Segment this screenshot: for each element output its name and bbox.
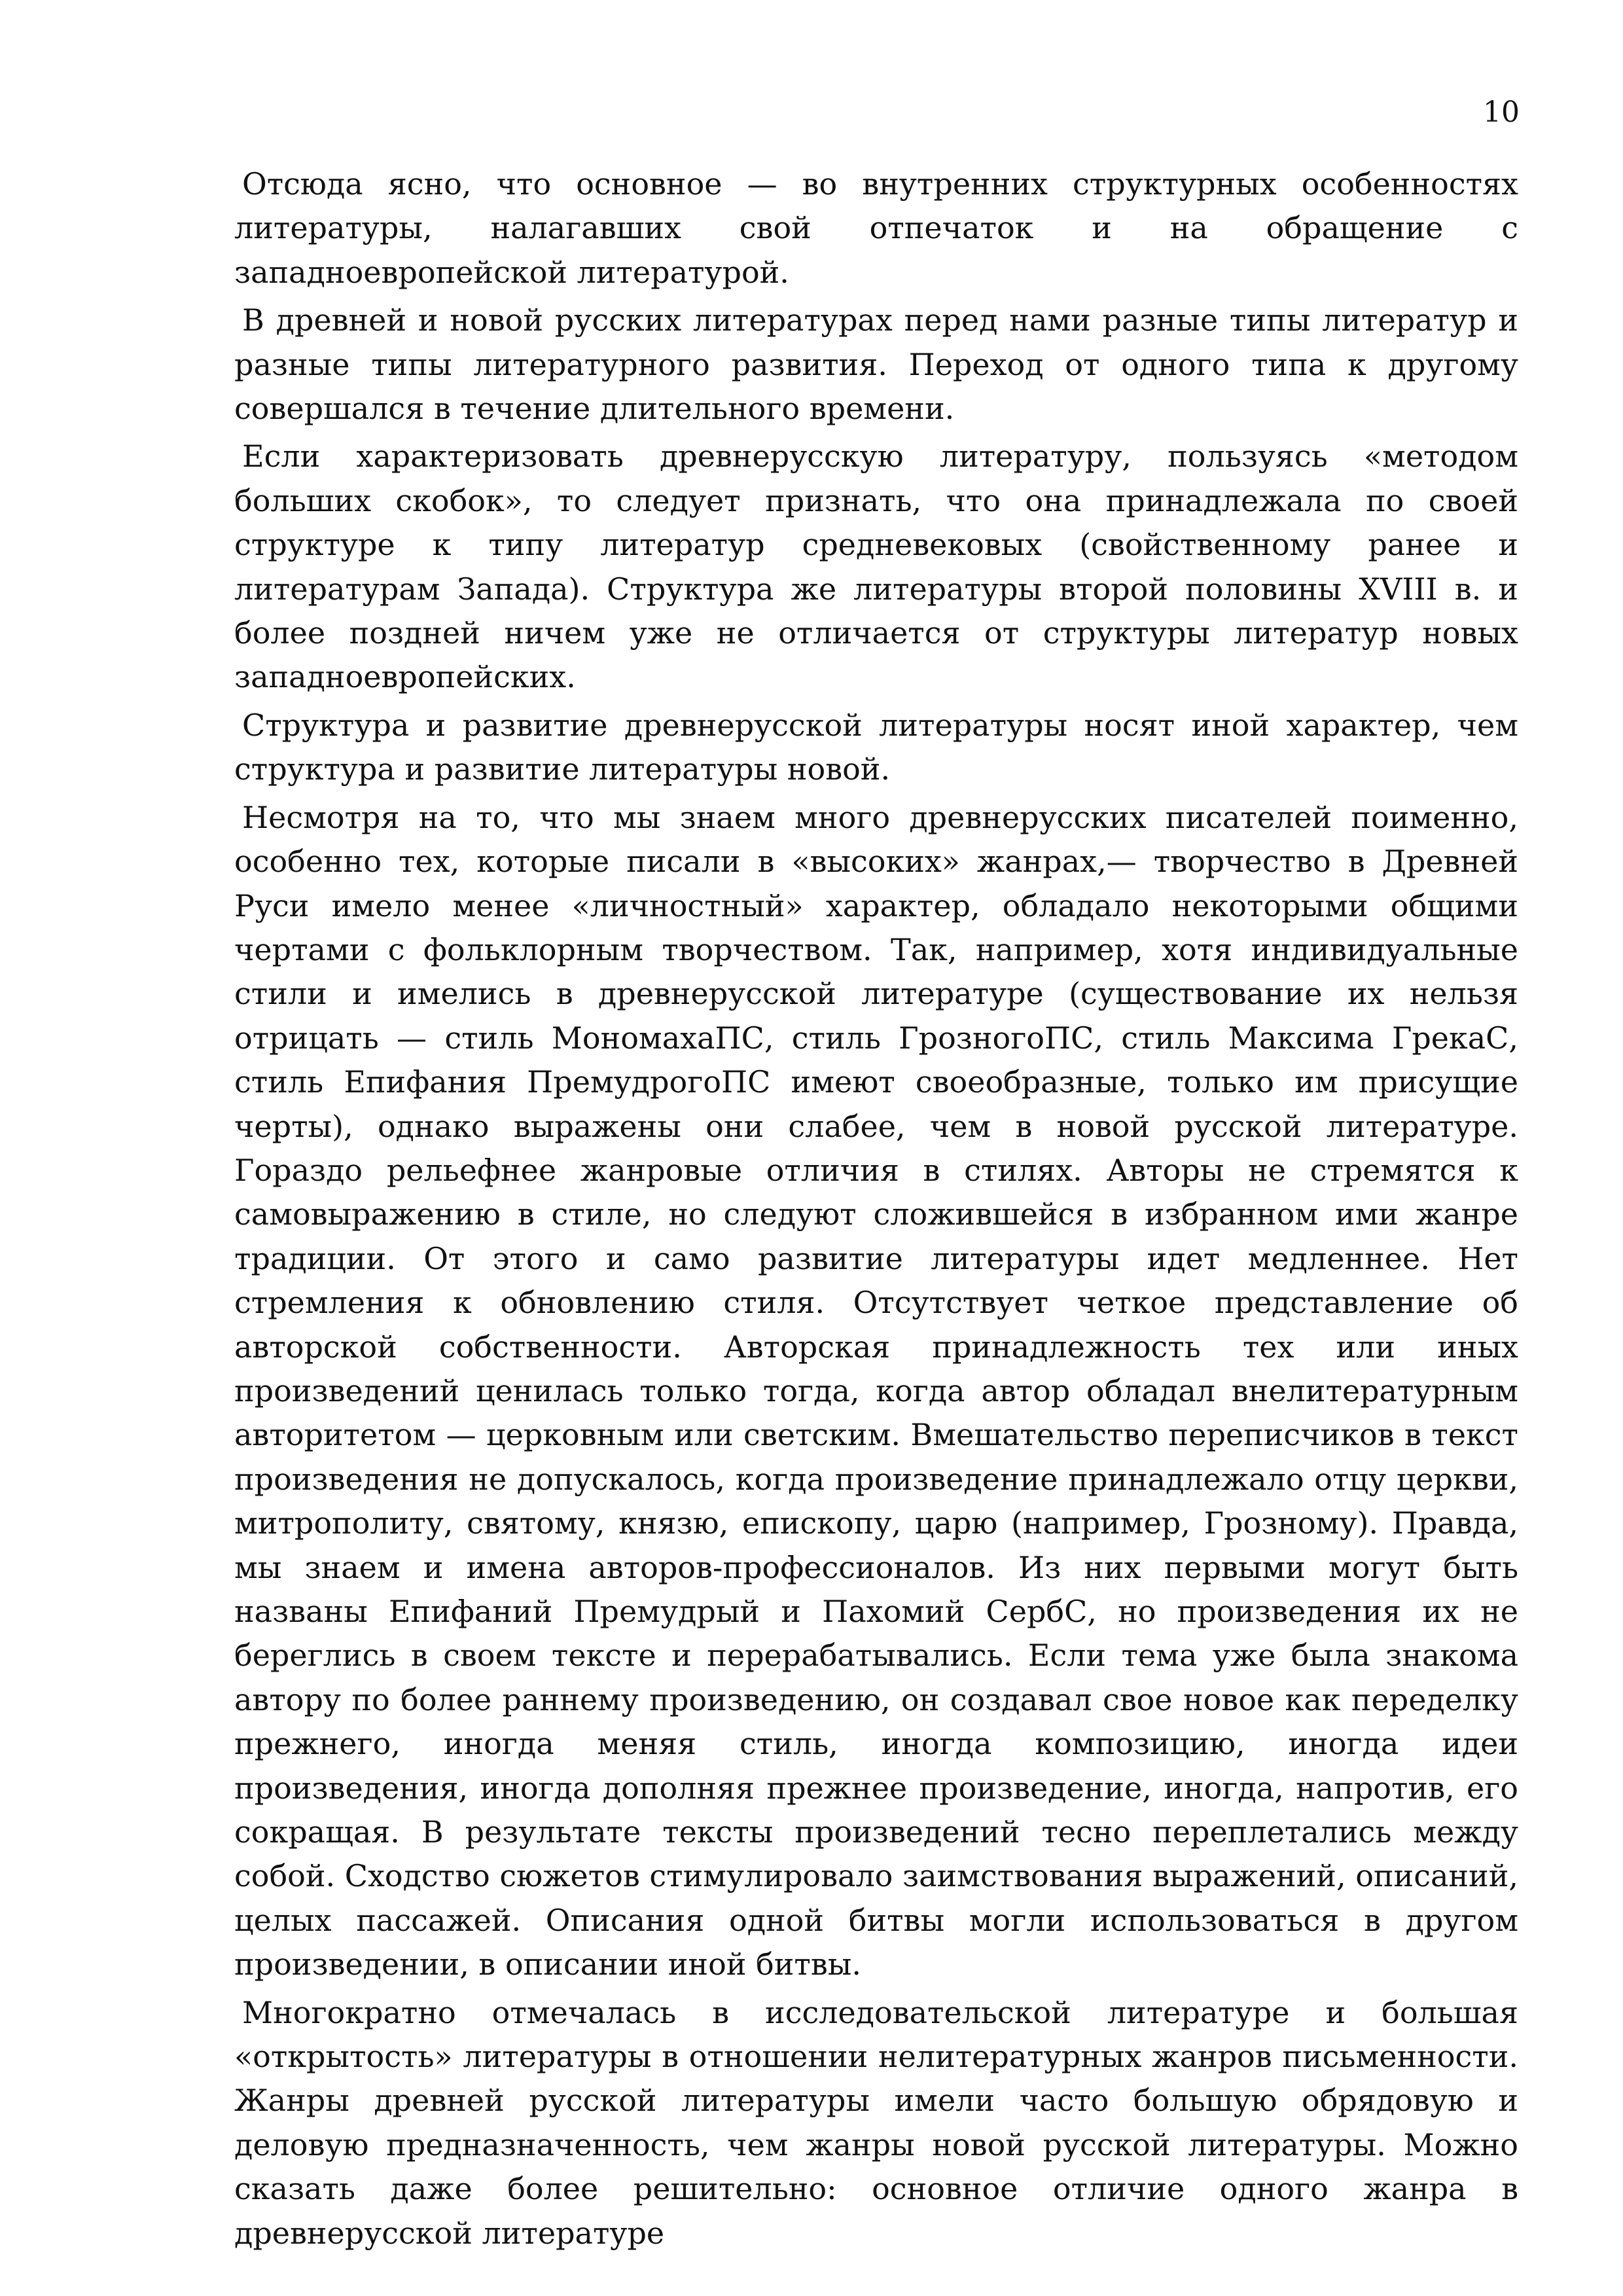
paragraph: Несмотря на то, что мы знаем много древнерусских писателей поименно, особенно тех, которые писали в «высоких» жанрах,— творчество в Древней Руси имело менее «личностный» характер, обладало некоторыми общими чертами с фольклорным творчеством. Так, например, хотя индивидуальные стили и имелись в древнерусской литературе (существование их нельзя отрицать — стиль МономахаПС, стиль ГрозногоПС, стиль Максима ГрекаС, стиль Епифания ПремудрогоПС имеют своеобразные, только им присущие черты), однако выражены они слабее, чем в новой русской литературе. Гораздо рельефнее жанровые отличия в стилях. Авторы не стремятся к самовыражению в стиле, но следуют сложившейся в избранном ими жанре традиции. От этого и само развитие литературы идет медленнее. Нет стремления к обновлению стиля. Отсутствует четкое представление об авторской собственности. Авторская принадлежность тех или иных произведений ценилась только тогда, когда автор обладал внелитературным авторитетом — церковным или светским. Вмешательство переписчиков в текст произведения не допускалось, когда произведение принадлежало отцу церкви, митрополиту, святому, князю, епископу, царю (например, Грозному). Правда, мы знаем и имена авторов-профессионалов. Из них первыми могут быть названы Епифаний Премудрый и Пахомий СербС, но произведения их не береглись в своем тексте и перерабатывались. Если тема уже была знакома автору по более раннему произведению, он создавал свое новое как переделку прежнего, иногда меняя стиль, иногда композицию, иногда идеи произведения, иногда дополняя прежнее произведение, иногда, напротив, его сокращая. В результате тексты произведений тесно переплетались между собой. Сходство сюжетов стимулировало заимствования выражений, описаний, целых пассажей. Описания одной битвы могли использоваться в другом произведении, в описании иной битвы.: [234, 799, 1518, 1982]
paragraph: Структура и развитие древнерусской литературы носят иной характер, чем структура и развитие литературы новой.: [234, 707, 1518, 787]
document-body: [234, 162, 1518, 2251]
paragraph: Если характеризовать древнерусскую литературу, пользуясь «методом больших скобок», то следует признать, что она принадлежала по своей структуре к типу литератур средневековых (свойственному ранее и литературам Запада). Структура же литературы второй половины XVIII в. и более поздней ничем уже не отличается от структуры литератур новых западноевропейских.: [234, 439, 1518, 695]
paragraph: Многократно отмечалась в исследовательской литературе и большая «открытость» литературы в отношении нелитературных жанров письменности. Жанры древней русской литературы имели часто большую обрядовую и деловую предназначенность, чем жанры новой русской литературы. Можно сказать даже более решительно: основное отличие одного жанра в древнерусской литературе: [234, 1994, 1518, 2251]
paragraph: В древней и новой русских литературах перед нами разные типы литератур и разные типы литературного развития. Переход от одного типа к другому совершался в течение длительного времени.: [234, 302, 1518, 427]
page-number: 10: [1483, 96, 1520, 129]
paragraph: Отсюда ясно, что основное — во внутренних структурных особенностях литературы, налагавших свой отпечаток и на обращение с западноевропейской литературой.: [234, 166, 1518, 290]
